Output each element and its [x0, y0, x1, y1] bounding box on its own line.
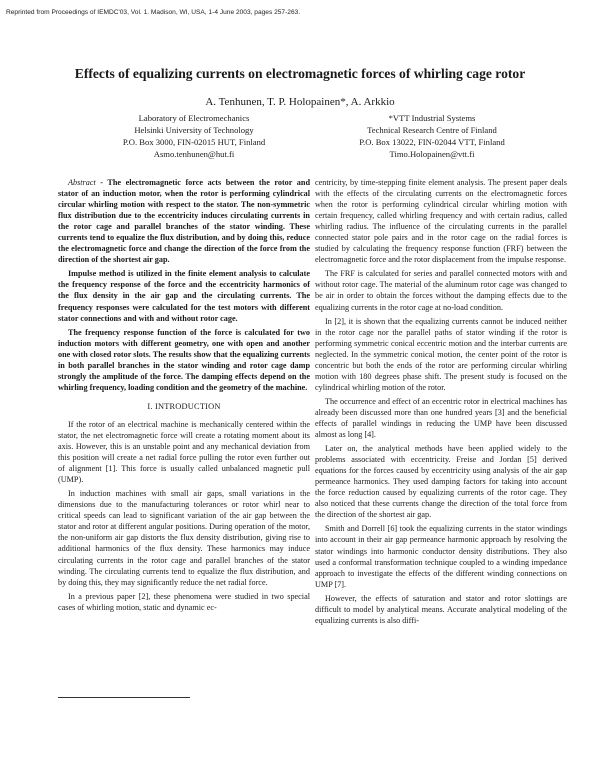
affiliation-line: P.O. Box 3000, FIN-02015 HUT, Finland: [122, 137, 266, 147]
body-paragraph: In a previous paper [2], these phenomena were studied in two special cases of whirling motion, static and dynamic ec-: [58, 591, 310, 612]
body-paragraph: Later on, the analytical methods have been applied widely to the problems associated with eccentricity. Freise and Jordan [5] derived equations for the forces caused by eccentricity using analysis of the air gap permeance harmonics. They used damping factors for taking into account the force reduction caused by equalizing currents of the rotor cage. They also noticed that these currents change the direction of the total force from the direction of the shortest air gap.: [315, 444, 567, 520]
affiliation-hut: [84, 112, 304, 160]
footnote-divider: [58, 697, 190, 698]
affiliation-line: *VTT Industrial Systems: [388, 113, 476, 123]
reprint-note: Reprinted from Proceedings of IEMDC'03, Vol. 1. Madison, WI, USA, 1-4 June 2003, pages 257-263.: [6, 9, 301, 16]
affiliation-vtt: [322, 112, 542, 160]
body-paragraph: Smith and Dorrell [6] took the equalizing currents in the stator windings into account in their air gap permeance harmonic approach by resolving the stator windings into harmonic conductor density distributions. They also used a conformal transformation technique coupled to a winding impedance approach to investigate the effects of the different winding connections on UMP [7].: [315, 524, 567, 589]
affiliation-line: Helsinki University of Technology: [134, 125, 254, 135]
affiliation-email: Timo.Holopainen@vtt.fi: [389, 149, 475, 159]
body-paragraph: The occurrence and effect of an eccentric rotor in electrical machines has already been discussed more than one hundred years [3] and the beneficial effects of parallel windings in reducing the UMP have been discussed almost as long [4].: [315, 396, 567, 440]
body-paragraph: In induction machines with small air gaps, small variations in the dimensions due to the manufacturing tolerances or rotor whirl near to critical speeds can lead to significant variation of the air gap between the stator and rotor at different angular positions. During operation of the motor, the non-uniform air gap distorts the flux density distribution, giving rise to additional harmonics of the flux density. These harmonics may induce circulating currents in the rotor cage and parallel branches of the stator winding. The circulating currents tend to equalize the flux distribution, and by doing this, they may significantly reduce the net radial force.: [58, 489, 310, 587]
body-paragraph: centricity, by time-stepping finite element analysis. The present paper deals with the effects of the circulating currents on the electromagnetic forces when the rotor is performing cylindrical circular whirling motion with certain frequency, called whirling frequency and with certain radius, called whirling radius. The influence of the circulating currents in the parallel connected stator pole pairs and in the rotor cage on the radial forces is studied by calculating the frequency response function (FRF) between the electromagnetic force and the rotor displacement from the impulse response.: [315, 178, 567, 265]
abstract-paragraph: Impulse method is utilized in the finite element analysis to calculate the frequency response of the force and the eccentricity harmonics of the flux density in the air gap and the circulating currents. The frequency responses were calculated for the test motors with different stator connections and with and without rotor cage.: [58, 269, 310, 323]
abstract: [58, 177, 310, 393]
abstract-paragraph: The frequency response function of the force is calculated for two induction motors with different geometry, one with open and another one with closed rotor slots. The results show that the equalizing currents in both parallel branches in the stator winding and rotor cage damp strongly the amplitude of the force. The damping effects depend on the whirling frequency, loading condition and the geometry of the machine.: [58, 327, 310, 392]
body-paragraph: In [2], it is shown that the equalizing currents cannot be induced neither in the rotor cage nor the parallel paths of stator winding if the rotor is performing symmetric conical eccentric motion and the interbar currents are neglected. In the symmetric conical motion, the center point of the rotor is concentric but both the ends of the rotor are performing circular whirling motion with 180 degrees phase shift. The present study is focused on the cylindrical whirling motion of the rotor.: [315, 316, 567, 392]
body-paragraph: If the rotor of an electrical machine is mechanically centered within the stator, the net electromagnetic force will create a rotating moment about its axis. However, this is an unstable point and any mechanical deviation from this position will create a net radial force pulling the rotor even further out of alignment [1]. This force is usually called unbalanced magnetic pull (UMP).: [58, 419, 310, 485]
affiliation-line: P.O. Box 13022, FIN-02044 VTT, Finland: [359, 137, 505, 147]
affiliation-email: Asmo.tenhunen@hut.fi: [153, 149, 235, 159]
affiliation-line: Technical Research Centre of Finland: [367, 125, 497, 135]
left-column: [58, 177, 310, 616]
abstract-label: Abstract: [68, 178, 96, 187]
affiliation-line: Laboratory of Electromechanics: [138, 113, 250, 123]
paper-title: Effects of equalizing currents on electromagnetic forces of whirling cage rotor: [74, 66, 526, 81]
abstract-text: - The electromagnetic force acts between the rotor and stator of an induction motor, when the rotor is performing cylindrical circular whirling motion with respect to the stator. The non-symmetric flux distribution due to the eccentricity induces circulating currents in the rotor cage and parallel branches of the stator winding. These currents tend to equalize the flux distribution, and by doing this, reduce the electromagnetic force and change the direction of the force from the direction of the shortest air gap.: [58, 178, 311, 265]
section-heading: I. INTRODUCTION: [147, 401, 221, 411]
body-paragraph: However, the effects of saturation and stator and rotor slottings are difficult to model by analytical means. Accurate analytical modeling of the equalizing currents is also diffi-: [315, 593, 567, 625]
right-column: [315, 177, 567, 629]
author-list: A. Tenhunen, T. P. Holopainen*, A. Arkkio: [205, 96, 395, 108]
body-paragraph: The FRF is calculated for series and parallel connected motors with and without rotor cage. The material of the aluminum rotor cage was changed to be air in order to obtain the forces without the damping effects due to the equalizing currents in the rotor cage at no-load condition.: [315, 269, 567, 312]
abstract-paragraph: [58, 177, 310, 265]
